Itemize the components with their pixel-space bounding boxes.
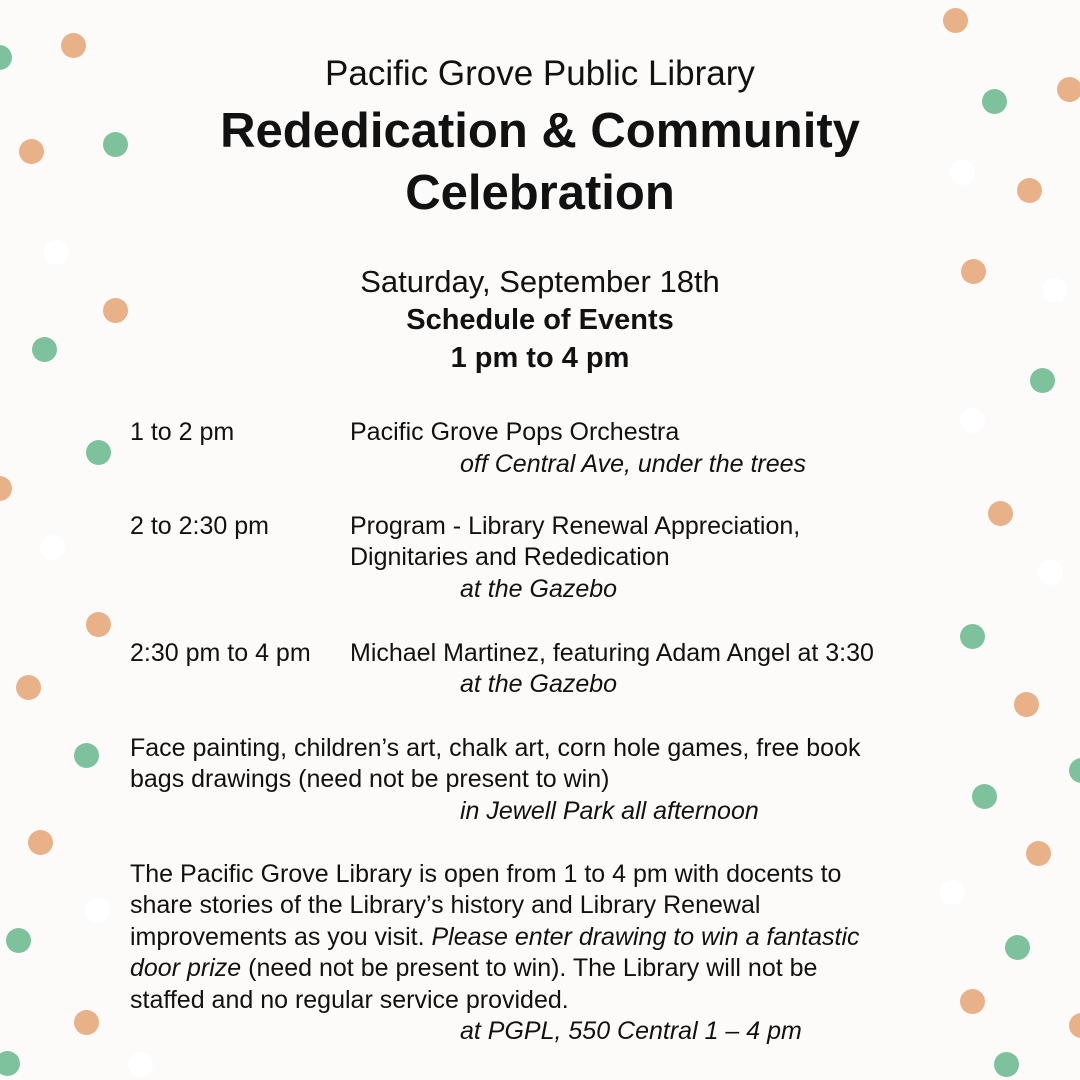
library-info-plain: improvements as you visit. — [130, 923, 432, 951]
event-location: at the Gazebo — [460, 670, 618, 698]
confetti-dot — [972, 784, 997, 809]
confetti-dot — [86, 440, 111, 465]
library-info-text: The Pacific Grove Library is open from 1 to 4 pm with docents to — [130, 860, 842, 888]
title-line-2: Celebration — [405, 166, 675, 220]
confetti-dot — [1026, 841, 1051, 866]
confetti-dot — [988, 501, 1013, 526]
confetti-dot — [128, 1052, 153, 1077]
activities-text: Face painting, children’s art, chalk art, corn hole games, free book — [130, 734, 861, 762]
confetti-dot — [1005, 935, 1030, 960]
confetti-dot — [74, 1010, 99, 1035]
confetti-dot — [1069, 1013, 1080, 1038]
confetti-dot — [6, 928, 31, 953]
page-title — [0, 100, 1080, 224]
confetti-dot — [1069, 758, 1080, 783]
library-info-text — [130, 953, 817, 984]
schedule-heading: Schedule of Events — [406, 304, 674, 336]
activities-text: bags drawings (need not be present to win) — [130, 765, 610, 793]
confetti-dot — [960, 989, 985, 1014]
event-location: off Central Ave, under the trees — [460, 450, 807, 478]
title-line-1: Rededication & Community — [220, 104, 860, 158]
event-description: Michael Martinez, featuring Adam Angel at 3:30 — [350, 639, 874, 667]
event-location: at the Gazebo — [460, 575, 618, 603]
confetti-dot — [940, 880, 965, 905]
confetti-dot — [0, 1051, 20, 1076]
library-info-text: staffed and no regular service provided. — [130, 986, 569, 1014]
confetti-dot — [943, 8, 968, 33]
confetti-dot — [1038, 560, 1063, 585]
event-hours: 1 pm to 4 pm — [450, 342, 630, 374]
event-description: Dignitaries and Rededication — [350, 543, 670, 571]
confetti-dot — [28, 830, 53, 855]
confetti-dot — [85, 898, 110, 923]
library-location: at PGPL, 550 Central 1 – 4 pm — [460, 1017, 802, 1045]
door-prize-note: Please enter drawing to win a fantastic — [431, 923, 860, 951]
confetti-dot — [0, 476, 12, 501]
confetti-dot — [960, 408, 985, 433]
event-description: Program - Library Renewal Appreciation, — [350, 512, 801, 540]
confetti-dot — [74, 743, 99, 768]
event-time: 2 to 2:30 pm — [130, 512, 269, 540]
confetti-dot — [16, 675, 41, 700]
door-prize-note: door prize — [130, 954, 242, 982]
library-info-text — [130, 922, 860, 953]
confetti-dot — [1014, 692, 1039, 717]
event-date: Saturday, September 18th — [360, 264, 720, 299]
confetti-dot — [960, 624, 985, 649]
confetti-dot — [86, 612, 111, 637]
event-time: 1 to 2 pm — [130, 418, 235, 446]
confetti-dot — [994, 1052, 1019, 1077]
event-description: Pacific Grove Pops Orchestra — [350, 418, 680, 446]
library-info-text: share stories of the Library’s history and Library Renewal — [130, 891, 761, 919]
activities-location: in Jewell Park all afternoon — [460, 797, 759, 825]
event-time: 2:30 pm to 4 pm — [130, 639, 311, 667]
library-name: Pacific Grove Public Library — [325, 54, 755, 93]
library-info-plain: (need not be present to win). The Library will not be — [241, 954, 818, 982]
confetti-dot — [40, 535, 65, 560]
confetti-dot — [44, 240, 69, 265]
